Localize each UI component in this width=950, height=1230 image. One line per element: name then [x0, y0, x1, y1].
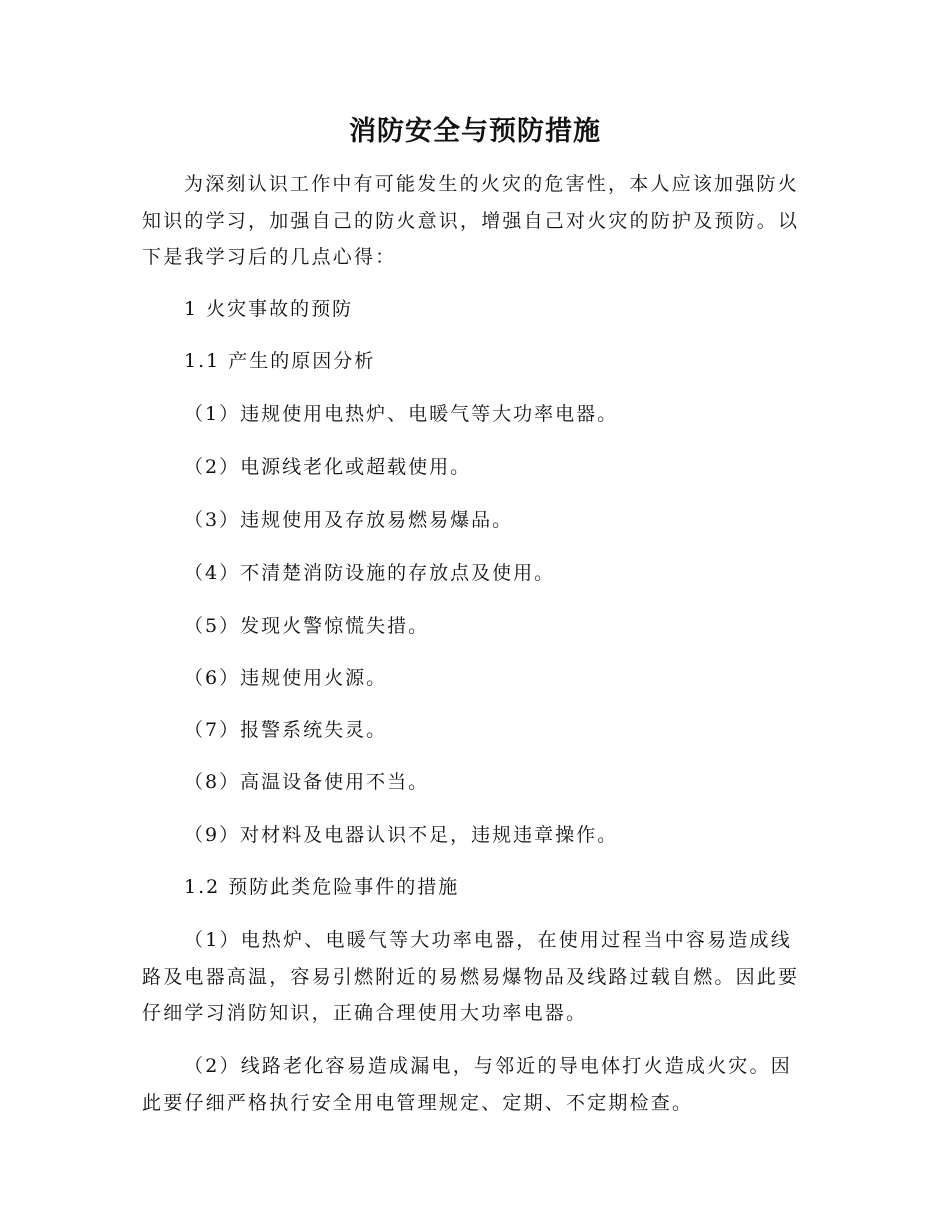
- cause-item: （9）对材料及电器认识不足，违规违章操作。: [184, 824, 619, 846]
- measure-paragraph: （1）电热炉、电暖气等大功率电器，在使用过程当中容易造成线路及电器高温，容易引燃附近的易燃易爆物品及线路过载自燃。因此要仔细学习消防知识，正确合理使用大功率电器。: [142, 929, 800, 1024]
- section-heading-1-1: 1.1 产生的原因分析: [184, 350, 376, 372]
- document-title: 消防安全与预防措施: [349, 116, 601, 147]
- cause-item: （5）发现火警惊慌失措。: [184, 615, 430, 637]
- cause-item: （4）不清楚消防设施的存放点及使用。: [184, 562, 556, 584]
- measure-paragraph: （2）线路老化容易造成漏电，与邻近的导电体打火造成火灾。因此要仔细严格执行安全用电管理规定、定期、不定期检查。: [142, 1055, 792, 1114]
- cause-item: （2）电源线老化或超载使用。: [184, 456, 472, 478]
- cause-item: （7）报警系统失灵。: [184, 719, 388, 741]
- cause-item: （1）违规使用电热炉、电暖气等大功率电器。: [184, 403, 619, 425]
- cause-item: （8）高温设备使用不当。: [184, 771, 430, 793]
- section-heading-1: 1 火灾事故的预防: [184, 298, 354, 320]
- cause-item: （3）违规使用及存放易燃易爆品。: [184, 509, 514, 531]
- cause-item: （6）违规使用火源。: [184, 667, 388, 689]
- section-heading-1-2: 1.2 预防此类危险事件的措施: [184, 876, 460, 898]
- intro-paragraph: 为深刻认识工作中有可能发生的火灾的危害性，本人应该加强防火知识的学习，加强自己的防火意识，增强自己对火灾的防护及预防。以下是我学习后的几点心得：: [142, 173, 800, 268]
